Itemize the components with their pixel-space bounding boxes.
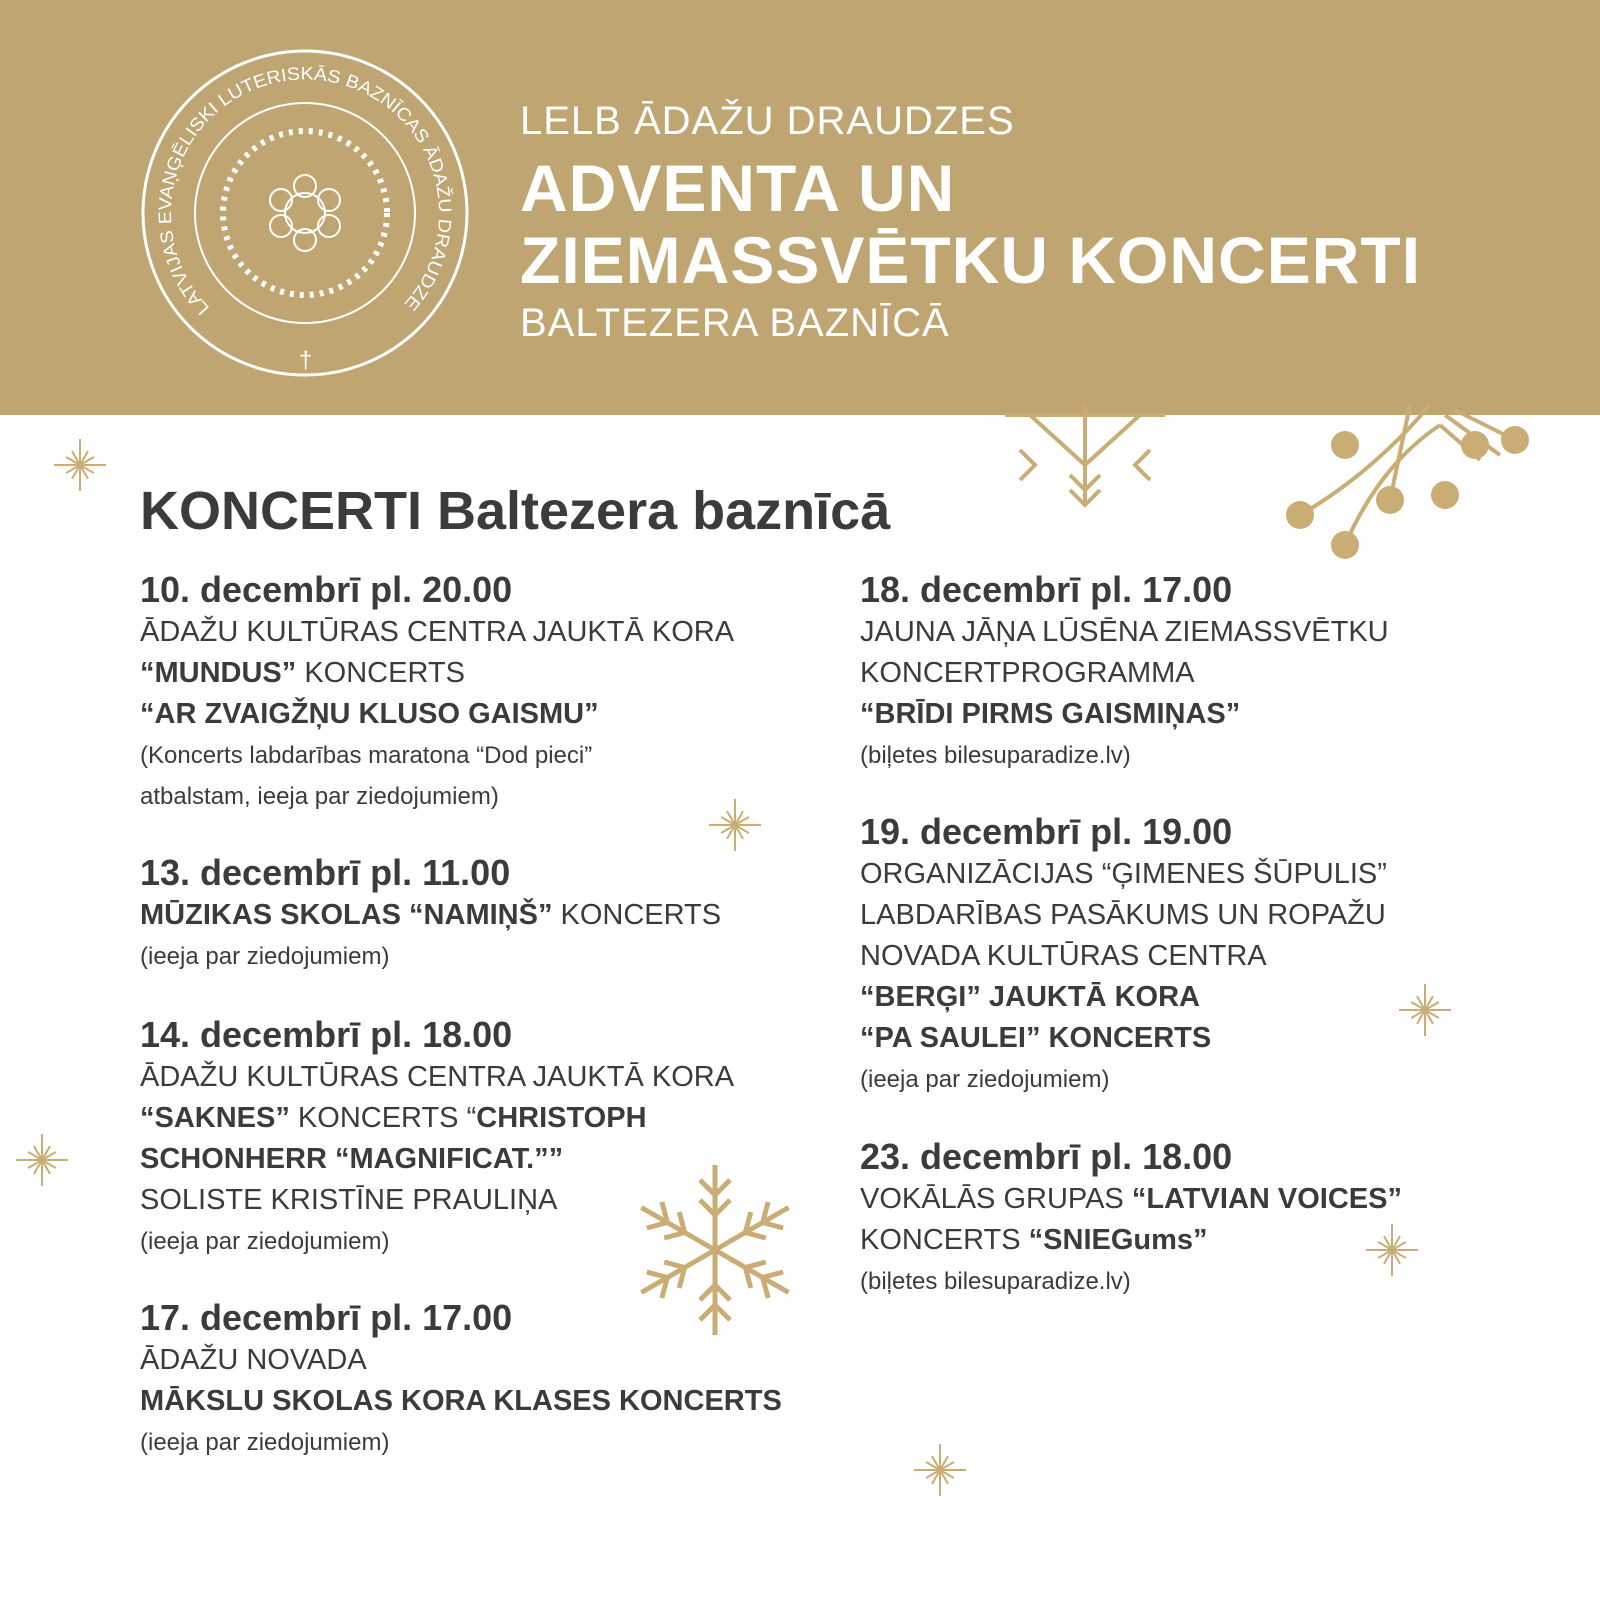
event-description-line	[860, 977, 1560, 1018]
text-segment: MĀKSLU SKOLAS KORA KLASES KONCERTS	[140, 1385, 782, 1417]
event-description-line	[140, 1340, 840, 1381]
text-segment: atbalstam, ieeja par ziedojumiem)	[140, 783, 499, 810]
event-date: 13. decembrī pl. 11.00	[140, 852, 511, 893]
text-segment: (ieeja par ziedojumiem)	[140, 943, 390, 970]
text-segment: (biļetes bilesuparadize.lv)	[860, 742, 1131, 769]
berry-branch-icon	[1270, 405, 1570, 565]
text-segment: KONCERTS	[552, 899, 722, 931]
text-segment: MŪZIKAS SKOLAS “NAMIŅŠ”	[140, 899, 553, 931]
text-segment: “MUNDUS”	[140, 657, 297, 689]
text-segment: CHRISTOPH	[476, 1102, 647, 1134]
header-venue: BALTEZERA BAZNĪCĀ	[520, 301, 950, 345]
event-description-line	[140, 694, 840, 735]
star-icon	[50, 435, 110, 495]
text-segment: KONCERTPROGRAMMA	[860, 657, 1195, 689]
svg-text:LATVIJAS EVAŅĢĒLISKI LUTERISKĀ: LATVIJAS EVAŅĢĒLISKI LUTERISKĀS BAZNĪCAS ĀDAŽU DRAUDZE	[154, 63, 456, 319]
event-description-line	[140, 1381, 840, 1422]
star-icon	[910, 1440, 970, 1500]
event-description-line	[860, 612, 1560, 653]
event-description-line	[860, 694, 1560, 735]
text-segment: ĀDAŽU NOVADA	[140, 1344, 367, 1376]
event-description-line	[140, 653, 840, 694]
event-date: 17. decembrī pl. 17.00	[140, 1297, 513, 1338]
text-segment: JAUNA JĀŅA LŪSĒNA ZIEMASSVĒTKU	[860, 616, 1389, 648]
text-segment: KONCERTS	[860, 1224, 1029, 1256]
event-note	[860, 1059, 1560, 1100]
church-seal-logo	[135, 43, 475, 383]
event-description-line	[140, 1180, 840, 1221]
event-note	[860, 735, 1560, 776]
text-segment: “BRĪDI PIRMS GAISMIŅAS”	[860, 698, 1241, 730]
text-segment: ĀDAŽU KULTŪRAS CENTRA JAUKTĀ KORA	[140, 616, 735, 648]
text-segment: (ieeja par ziedojumiem)	[860, 1066, 1110, 1093]
star-icon	[12, 1130, 72, 1190]
text-segment: NOVADA KULTŪRAS CENTRA	[860, 940, 1267, 972]
text-segment: “BERĢI” JAUKTĀ KORA	[860, 981, 1200, 1013]
event-note	[860, 1261, 1560, 1302]
event-description-line	[860, 936, 1560, 977]
section-title: KONCERTI Baltezera baznīcā	[140, 481, 891, 541]
text-segment: (biļetes bilesuparadize.lv)	[860, 1268, 1131, 1295]
concert-event	[140, 568, 840, 817]
text-segment: (Koncerts labdarības maratona “Dod pieci”	[140, 742, 593, 769]
event-date: 23. decembrī pl. 18.00	[860, 1136, 1233, 1177]
svg-text:†: †	[299, 347, 313, 374]
text-segment: “SAKNES”	[140, 1102, 290, 1134]
concert-event	[860, 810, 1560, 1100]
event-date: 19. decembrī pl. 19.00	[860, 811, 1233, 852]
event-note	[140, 936, 840, 977]
event-description-line	[140, 895, 840, 936]
text-segment: KONCERTS	[296, 657, 465, 689]
event-note	[140, 735, 840, 776]
text-segment: “LATVIAN VOICES”	[1131, 1183, 1402, 1215]
text-segment: “SNIEGums”	[1028, 1224, 1208, 1256]
event-date: 18. decembrī pl. 17.00	[860, 569, 1233, 610]
text-segment: SCHONHERR “MAGNIFICAT.””	[140, 1143, 564, 1175]
event-description-line	[860, 854, 1560, 895]
text-segment: (ieeja par ziedojumiem)	[140, 1228, 390, 1255]
event-note	[140, 776, 840, 817]
text-segment: LABDARĪBAS PASĀKUMS UN ROPAŽU	[860, 899, 1386, 931]
concert-event	[860, 568, 1560, 776]
event-note	[140, 1221, 840, 1262]
text-segment: SOLISTE KRISTĪNE PRAULIŅA	[140, 1184, 558, 1216]
event-description-line	[140, 1057, 840, 1098]
concert-event	[140, 1296, 840, 1463]
header-banner	[0, 0, 1600, 415]
text-segment: ĀDAŽU KULTŪRAS CENTRA JAUKTĀ KORA	[140, 1061, 735, 1093]
event-description-line	[860, 1179, 1560, 1220]
event-description-line	[140, 1139, 840, 1180]
event-description-line	[140, 1098, 840, 1139]
text-segment: “PA SAULEI” KONCERTS	[860, 1022, 1212, 1054]
concert-event	[140, 851, 840, 977]
concert-event	[140, 1013, 840, 1262]
header-title: ADVENTA UN ZIEMASSVĒTKU KONCERTI	[520, 151, 1422, 297]
header-org: LELB ĀDAŽU DRAUDZES	[520, 99, 1015, 143]
text-segment: VOKĀLĀS GRUPAS	[860, 1183, 1132, 1215]
event-description-line	[860, 895, 1560, 936]
snowflake-icon	[990, 405, 1180, 515]
event-note	[140, 1422, 840, 1463]
text-segment: ORGANIZĀCIJAS “ĢIMENES ŠŪPULIS”	[860, 858, 1387, 890]
text-segment: (ieeja par ziedojumiem)	[140, 1429, 390, 1456]
concert-event	[860, 1135, 1560, 1302]
event-date: 10. decembrī pl. 20.00	[140, 569, 513, 610]
event-date: 14. decembrī pl. 18.00	[140, 1014, 513, 1055]
text-segment: KONCERTS “	[289, 1102, 477, 1134]
text-segment: “AR ZVAIGŽŅU KLUSO GAISMU”	[140, 698, 599, 730]
event-description-line	[860, 1018, 1560, 1059]
event-description-line	[140, 612, 840, 653]
event-description-line	[860, 1220, 1560, 1261]
event-description-line	[860, 653, 1560, 694]
